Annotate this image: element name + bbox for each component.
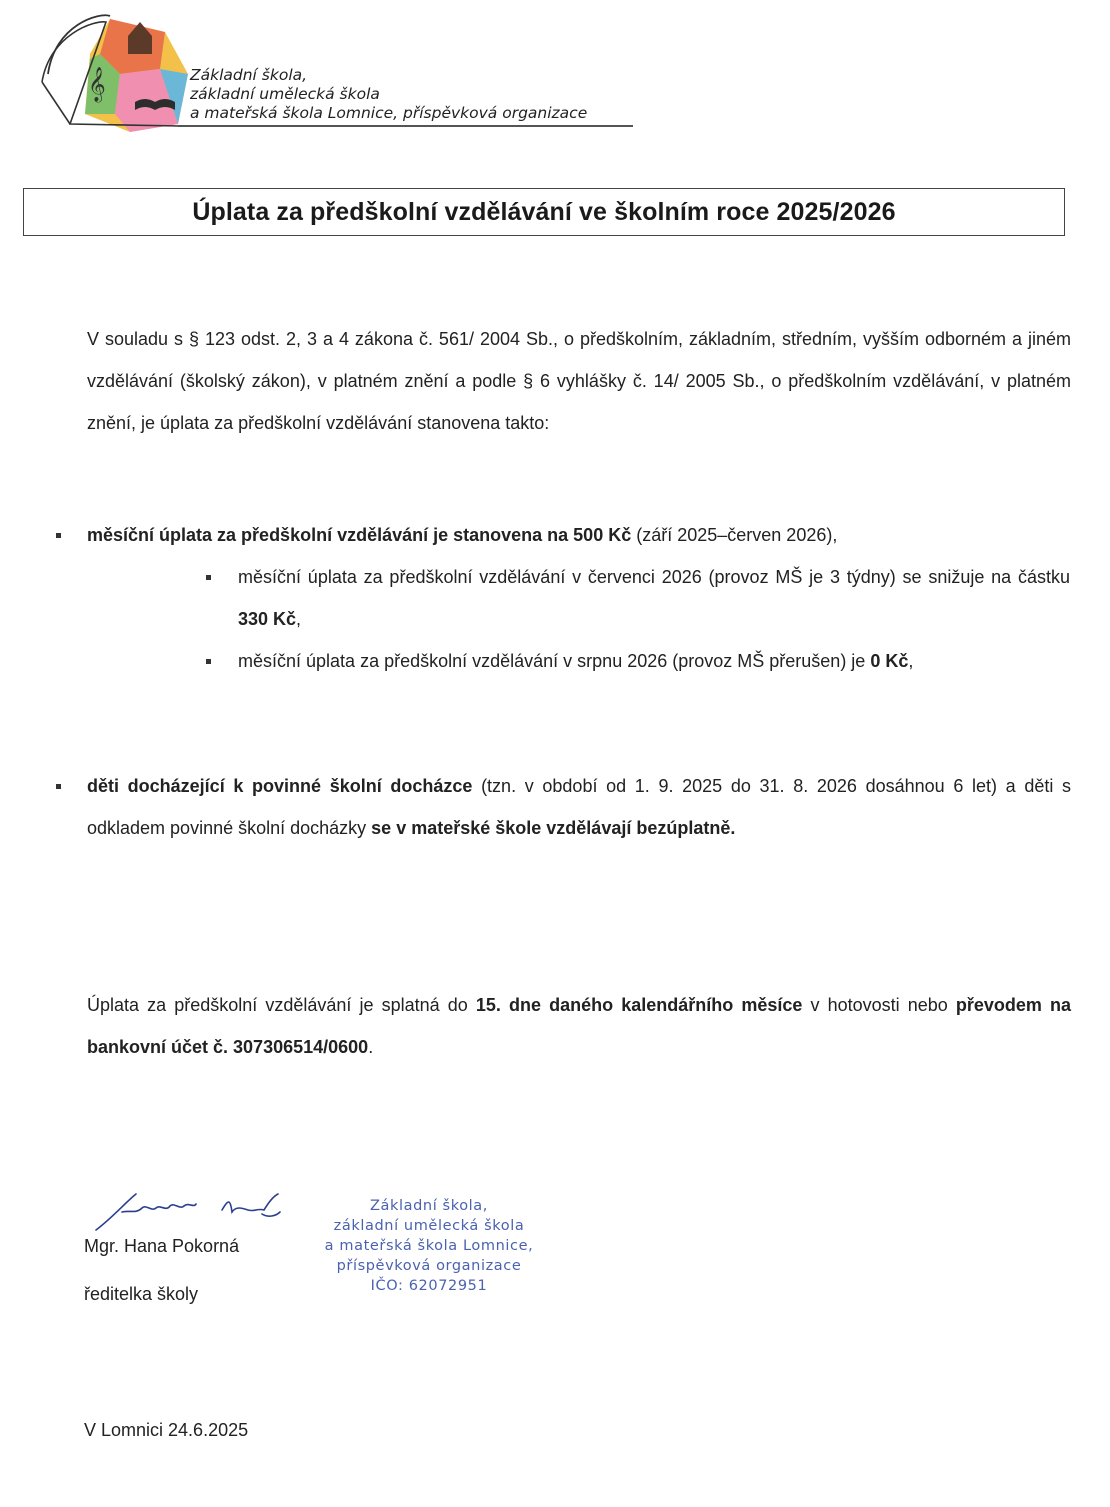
logo-underline bbox=[178, 125, 633, 127]
bullet-text: měsíční úplata za předškolní vzdělávání v srpnu 2026 (provoz MŠ přerušen) je bbox=[238, 651, 871, 671]
handwritten-signature bbox=[92, 1190, 292, 1234]
bullet-bold-text: měsíční úplata za předškolní vzdělávání je stanovena na 500 Kč bbox=[87, 525, 632, 545]
signatory-name: Mgr. Hana Pokorná bbox=[84, 1236, 240, 1256]
school-name-line: Základní škola, bbox=[190, 66, 308, 84]
bullet-text: (září 2025–červen 2026), bbox=[631, 525, 838, 545]
payment-text-end: . bbox=[368, 1037, 374, 1057]
bullet-text-end: , bbox=[908, 651, 914, 671]
payment-paragraph bbox=[87, 984, 1071, 1068]
sub-bullet-august-fee bbox=[238, 640, 1070, 682]
bullet-marker bbox=[56, 533, 61, 538]
bullet-marker bbox=[206, 659, 211, 664]
document-date: V Lomnici 24.6.2025 bbox=[84, 1420, 249, 1440]
school-name-line: základní umělecká škola bbox=[190, 85, 380, 103]
school-stamp bbox=[298, 1196, 560, 1296]
stamp-line: Základní škola, bbox=[370, 1198, 488, 1214]
school-name-line: a mateřská škola Lomnice, příspěvková organizace bbox=[190, 104, 588, 122]
bullet-monthly-fee bbox=[87, 514, 1071, 556]
sub-bullet-july-fee bbox=[238, 556, 1070, 640]
school-name bbox=[190, 66, 587, 123]
stamp-line: a mateřská škola Lomnice, bbox=[324, 1238, 534, 1254]
payment-text: v hotovosti nebo bbox=[802, 995, 956, 1015]
bullet-bold-text: děti docházející k povinné školní docházce bbox=[87, 776, 473, 796]
bullet-text: měsíční úplata za předškolní vzdělávání v červenci 2026 (provoz MŠ je 3 týdny) se snižuje na částku bbox=[238, 567, 1070, 587]
bullet-text: (tzn. v období od 1. 9. 2025 do 31. 8. 2026 dosáhnou 6 let) a děti s odkladem povinné školní docházky bbox=[87, 776, 1072, 838]
bullet-free-education bbox=[87, 765, 1071, 849]
payment-text: Úplata za předškolní vzdělávání je splatná do bbox=[87, 995, 476, 1015]
bullet-marker bbox=[56, 784, 61, 789]
school-logo bbox=[40, 14, 190, 134]
intro-paragraph: V souladu s § 123 odst. 2, 3 a 4 zákona č. 561/ 2004 Sb., o předškolním, základním, středním, vyšším odborném a jiném vzdělávání (školský zákon), v platném znění a podle § 6 vyhlášky č. 14/ 2005 Sb., o předškolním vzdělávání, v platném znění, je úplata za předškolní vzdělávání stanovena takto: bbox=[87, 329, 1071, 433]
document-title: Úplata za předškolní vzdělávání ve školním roce 2025/2026 bbox=[192, 197, 896, 226]
bullet-marker bbox=[206, 575, 211, 580]
payment-due-date: 15. dne daného kalendářního měsíce bbox=[475, 995, 803, 1015]
signatory-role: ředitelka školy bbox=[84, 1284, 199, 1304]
bank-account: převodem na bankovní účet č. 307306514/0600 bbox=[87, 995, 1071, 1057]
bullet-bold-text: 330 Kč bbox=[238, 609, 297, 629]
bullet-bold-text: 0 Kč bbox=[870, 651, 909, 671]
svg-text:𝄞: 𝄞 bbox=[88, 67, 106, 102]
stamp-line: IČO: 62072951 bbox=[370, 1278, 488, 1294]
bullet-text-end: , bbox=[296, 609, 302, 629]
stamp-line: základní umělecká škola bbox=[333, 1218, 525, 1234]
stamp-line: příspěvková organizace bbox=[336, 1258, 522, 1274]
title-box bbox=[23, 188, 1065, 236]
bullet-bold-text: se v mateřské škole vzdělávají bezúplatně. bbox=[371, 818, 736, 838]
